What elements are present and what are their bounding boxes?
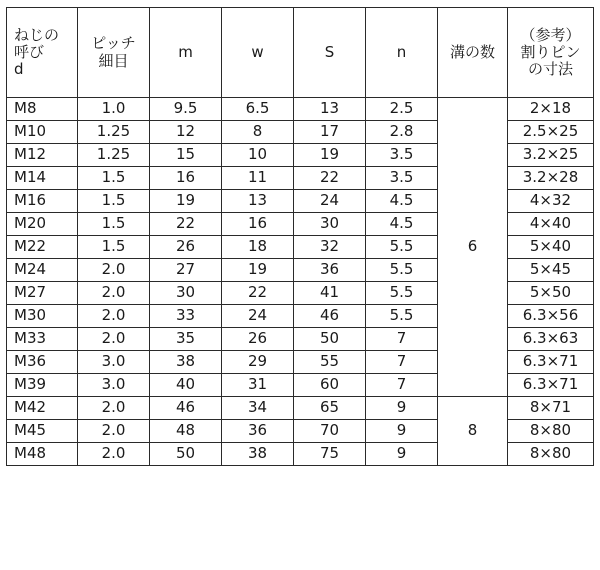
cell-split-pin-size: 8×80 (508, 443, 594, 466)
cell-split-pin-size: 8×71 (508, 397, 594, 420)
cell-groove-count: 8 (438, 397, 508, 466)
cell-split-pin-size: 5×50 (508, 282, 594, 305)
cell-pitch: 2.0 (78, 305, 150, 328)
cell-split-pin-size: 6.3×63 (508, 328, 594, 351)
cell-n: 5.5 (366, 259, 438, 282)
cell-n: 5.5 (366, 282, 438, 305)
cell-m: 40 (150, 374, 222, 397)
cell-s: 50 (294, 328, 366, 351)
cell-w: 16 (222, 213, 294, 236)
cell-thread-size: M30 (7, 305, 78, 328)
cell-m: 15 (150, 144, 222, 167)
cell-m: 27 (150, 259, 222, 282)
cell-thread-size: M24 (7, 259, 78, 282)
cell-pitch: 1.25 (78, 144, 150, 167)
cell-split-pin-size: 5×40 (508, 236, 594, 259)
cell-pitch: 1.5 (78, 236, 150, 259)
cell-split-pin-size: 4×32 (508, 190, 594, 213)
cell-thread-size: M22 (7, 236, 78, 259)
header-m: m (150, 8, 222, 98)
header-w: w (222, 8, 294, 98)
cell-n: 3.5 (366, 167, 438, 190)
cell-w: 24 (222, 305, 294, 328)
cell-m: 22 (150, 213, 222, 236)
cell-s: 70 (294, 420, 366, 443)
cell-thread-size: M8 (7, 98, 78, 121)
cell-s: 41 (294, 282, 366, 305)
cell-pitch: 2.0 (78, 282, 150, 305)
cell-w: 10 (222, 144, 294, 167)
cell-w: 11 (222, 167, 294, 190)
cell-pitch: 2.0 (78, 443, 150, 466)
cell-m: 12 (150, 121, 222, 144)
cell-n: 5.5 (366, 305, 438, 328)
cell-s: 36 (294, 259, 366, 282)
cell-w: 13 (222, 190, 294, 213)
cell-m: 50 (150, 443, 222, 466)
cell-m: 46 (150, 397, 222, 420)
header-split-pin-size: （参考） 割りピン の寸法 (508, 8, 594, 98)
cell-s: 17 (294, 121, 366, 144)
cell-s: 22 (294, 167, 366, 190)
cell-thread-size: M27 (7, 282, 78, 305)
cell-w: 26 (222, 328, 294, 351)
cell-thread-size: M20 (7, 213, 78, 236)
cell-split-pin-size: 6.3×71 (508, 351, 594, 374)
cell-split-pin-size: 5×45 (508, 259, 594, 282)
cell-s: 19 (294, 144, 366, 167)
cell-split-pin-size: 8×80 (508, 420, 594, 443)
cell-thread-size: M45 (7, 420, 78, 443)
cell-w: 36 (222, 420, 294, 443)
cell-thread-size: M42 (7, 397, 78, 420)
cell-m: 33 (150, 305, 222, 328)
cell-w: 22 (222, 282, 294, 305)
cell-n: 5.5 (366, 236, 438, 259)
cell-n: 9 (366, 443, 438, 466)
cell-s: 32 (294, 236, 366, 259)
table-header (7, 8, 594, 98)
header-pitch-fine: ピッチ 細目 (78, 8, 150, 98)
cell-pitch: 2.0 (78, 397, 150, 420)
cell-pitch: 3.0 (78, 351, 150, 374)
cell-w: 19 (222, 259, 294, 282)
cell-s: 46 (294, 305, 366, 328)
cell-n: 7 (366, 328, 438, 351)
cell-s: 60 (294, 374, 366, 397)
cell-pitch: 1.0 (78, 98, 150, 121)
cell-pitch: 2.0 (78, 420, 150, 443)
cell-n: 4.5 (366, 213, 438, 236)
cell-thread-size: M10 (7, 121, 78, 144)
cell-pitch: 2.0 (78, 259, 150, 282)
header-n: n (366, 8, 438, 98)
cell-m: 35 (150, 328, 222, 351)
cell-split-pin-size: 6.3×56 (508, 305, 594, 328)
header-thread-size: ねじの 呼び d (7, 8, 78, 98)
cell-n: 4.5 (366, 190, 438, 213)
cell-thread-size: M33 (7, 328, 78, 351)
cell-pitch: 1.5 (78, 167, 150, 190)
cell-w: 29 (222, 351, 294, 374)
spec-table-container (6, 7, 594, 466)
cell-n: 9 (366, 420, 438, 443)
cell-w: 34 (222, 397, 294, 420)
cell-m: 19 (150, 190, 222, 213)
cell-split-pin-size: 4×40 (508, 213, 594, 236)
cell-s: 13 (294, 98, 366, 121)
cell-thread-size: M14 (7, 167, 78, 190)
cell-thread-size: M12 (7, 144, 78, 167)
cell-m: 48 (150, 420, 222, 443)
cell-thread-size: M16 (7, 190, 78, 213)
cell-m: 38 (150, 351, 222, 374)
cell-thread-size: M48 (7, 443, 78, 466)
cell-n: 2.5 (366, 98, 438, 121)
header-s: S (294, 8, 366, 98)
cell-s: 75 (294, 443, 366, 466)
cell-pitch: 1.5 (78, 190, 150, 213)
cell-s: 65 (294, 397, 366, 420)
cell-n: 2.8 (366, 121, 438, 144)
cell-m: 16 (150, 167, 222, 190)
cell-s: 55 (294, 351, 366, 374)
cell-m: 26 (150, 236, 222, 259)
cell-w: 31 (222, 374, 294, 397)
cell-w: 6.5 (222, 98, 294, 121)
header-groove-count: 溝の数 (438, 8, 508, 98)
cell-w: 38 (222, 443, 294, 466)
header-row (7, 8, 594, 98)
cell-thread-size: M36 (7, 351, 78, 374)
cell-m: 30 (150, 282, 222, 305)
cell-n: 3.5 (366, 144, 438, 167)
cell-s: 24 (294, 190, 366, 213)
cell-n: 9 (366, 397, 438, 420)
cell-s: 30 (294, 213, 366, 236)
cell-split-pin-size: 2×18 (508, 98, 594, 121)
cell-m: 9.5 (150, 98, 222, 121)
nut-dimension-table (6, 7, 594, 466)
cell-split-pin-size: 3.2×28 (508, 167, 594, 190)
cell-pitch: 2.0 (78, 328, 150, 351)
cell-n: 7 (366, 374, 438, 397)
table-row (7, 397, 594, 420)
cell-pitch: 1.5 (78, 213, 150, 236)
cell-split-pin-size: 3.2×25 (508, 144, 594, 167)
cell-groove-count: 6 (438, 98, 508, 397)
cell-split-pin-size: 2.5×25 (508, 121, 594, 144)
cell-n: 7 (366, 351, 438, 374)
cell-split-pin-size: 6.3×71 (508, 374, 594, 397)
cell-thread-size: M39 (7, 374, 78, 397)
table-body (7, 98, 594, 466)
cell-w: 8 (222, 121, 294, 144)
cell-pitch: 1.25 (78, 121, 150, 144)
cell-w: 18 (222, 236, 294, 259)
table-row (7, 98, 594, 121)
cell-pitch: 3.0 (78, 374, 150, 397)
